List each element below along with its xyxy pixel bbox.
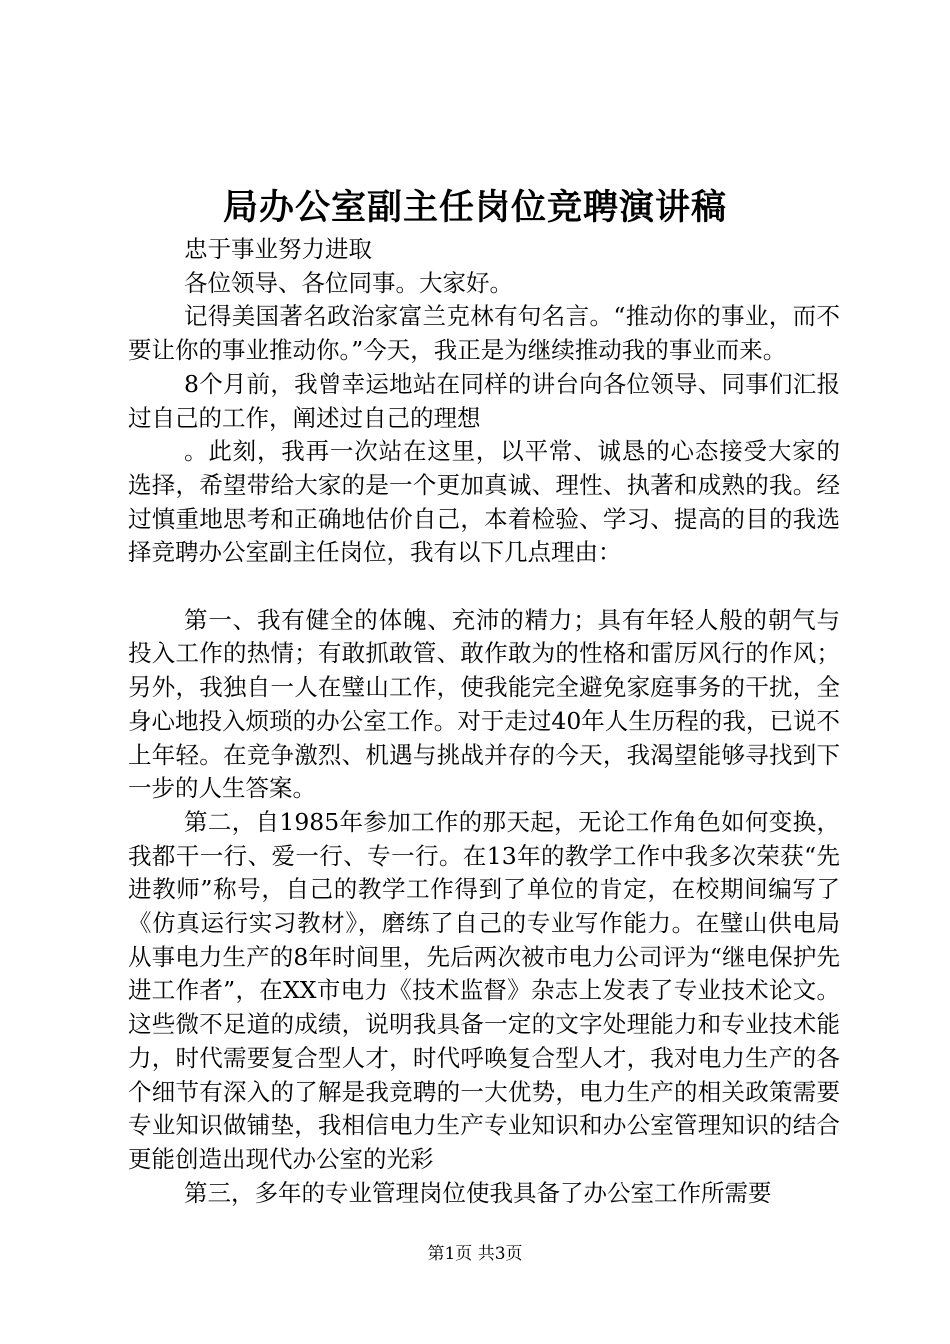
document-title: 局办公室副主任岗位竞聘演讲稿 [222, 187, 727, 228]
body-paragraph: 。此刻，我再一次站在这里，以平常、诚恳的心态接受大家的选择，希望带给大家的是一个更加真诚、理性、执著和成熟的我。经过慎重地思考和正确地估价自己，本着检验、学习、提高的目的我选择竞聘办公室副主任岗位，我有以下几点理由： [128, 437, 840, 567]
greeting-paragraph: 各位领导、各位同事。大家好。 [184, 268, 513, 297]
body-paragraph: 8个月前，我曾幸运地站在同样的讲台向各位领导、同事们汇报过自己的工作，阐述过自己的理想 [128, 369, 840, 432]
subtitle-paragraph: 忠于事业努力进取 [184, 235, 372, 263]
body-paragraph: 第二，自1985年参加工作的那天起，无论工作角色如何变换，我都干一行、爱一行、专一行。在13年的教学工作中我多次荣获“先进教师”称号，自己的教学工作得到了单位的肯定，在校期间编写了《仿真运行实习教材》，磨练了自己的专业写作能力。在璧山供电局从事电力生产的8年时间里，先后两次被市电力公司评为“继电保护先进工作者”，在XX市电力《技术监督》杂志上发表了专业技术论文。这些微不足道的成绩，说明我具备一定的文字处理能力和专业技术能力，时代需要复合型人才，时代呼唤复合型人才，我对电力生产的各个细节有深入的了解是我竞聘的一大优势，电力生产的相关政策需要专业知识做铺垫，我相信电力生产专业知识和办公室管理知识的结合更能创造出现代办公室的光彩 [128, 807, 840, 1173]
body-paragraph: 记得美国著名政治家富兰克林有句名言。“推动你的事业，而不要让你的事业推动你。”今天，我正是为继续推动我的事业而来。 [128, 302, 840, 365]
body-paragraph: 第一、我有健全的体魄、充沛的精力；具有年轻人般的朝气与投入工作的热情；有敢抓敢管、敢作敢为的性格和雷厉风行的作风；另外，我独自一人在璧山工作，使我能完全避免家庭事务的干扰，全身心地投入烦琐的办公室工作。对于走过40年人生历程的我，已说不上年轻。在竞争激烈、机遇与挑战并存的今天，我渴望能够寻找到下一步的人生答案。 [128, 605, 840, 803]
document-body [128, 233, 840, 1210]
body-paragraph: 第三，多年的专业管理岗位使我具备了办公室工作所需要 [184, 1178, 772, 1207]
page-number: 第1页 共3页 [427, 1244, 523, 1264]
